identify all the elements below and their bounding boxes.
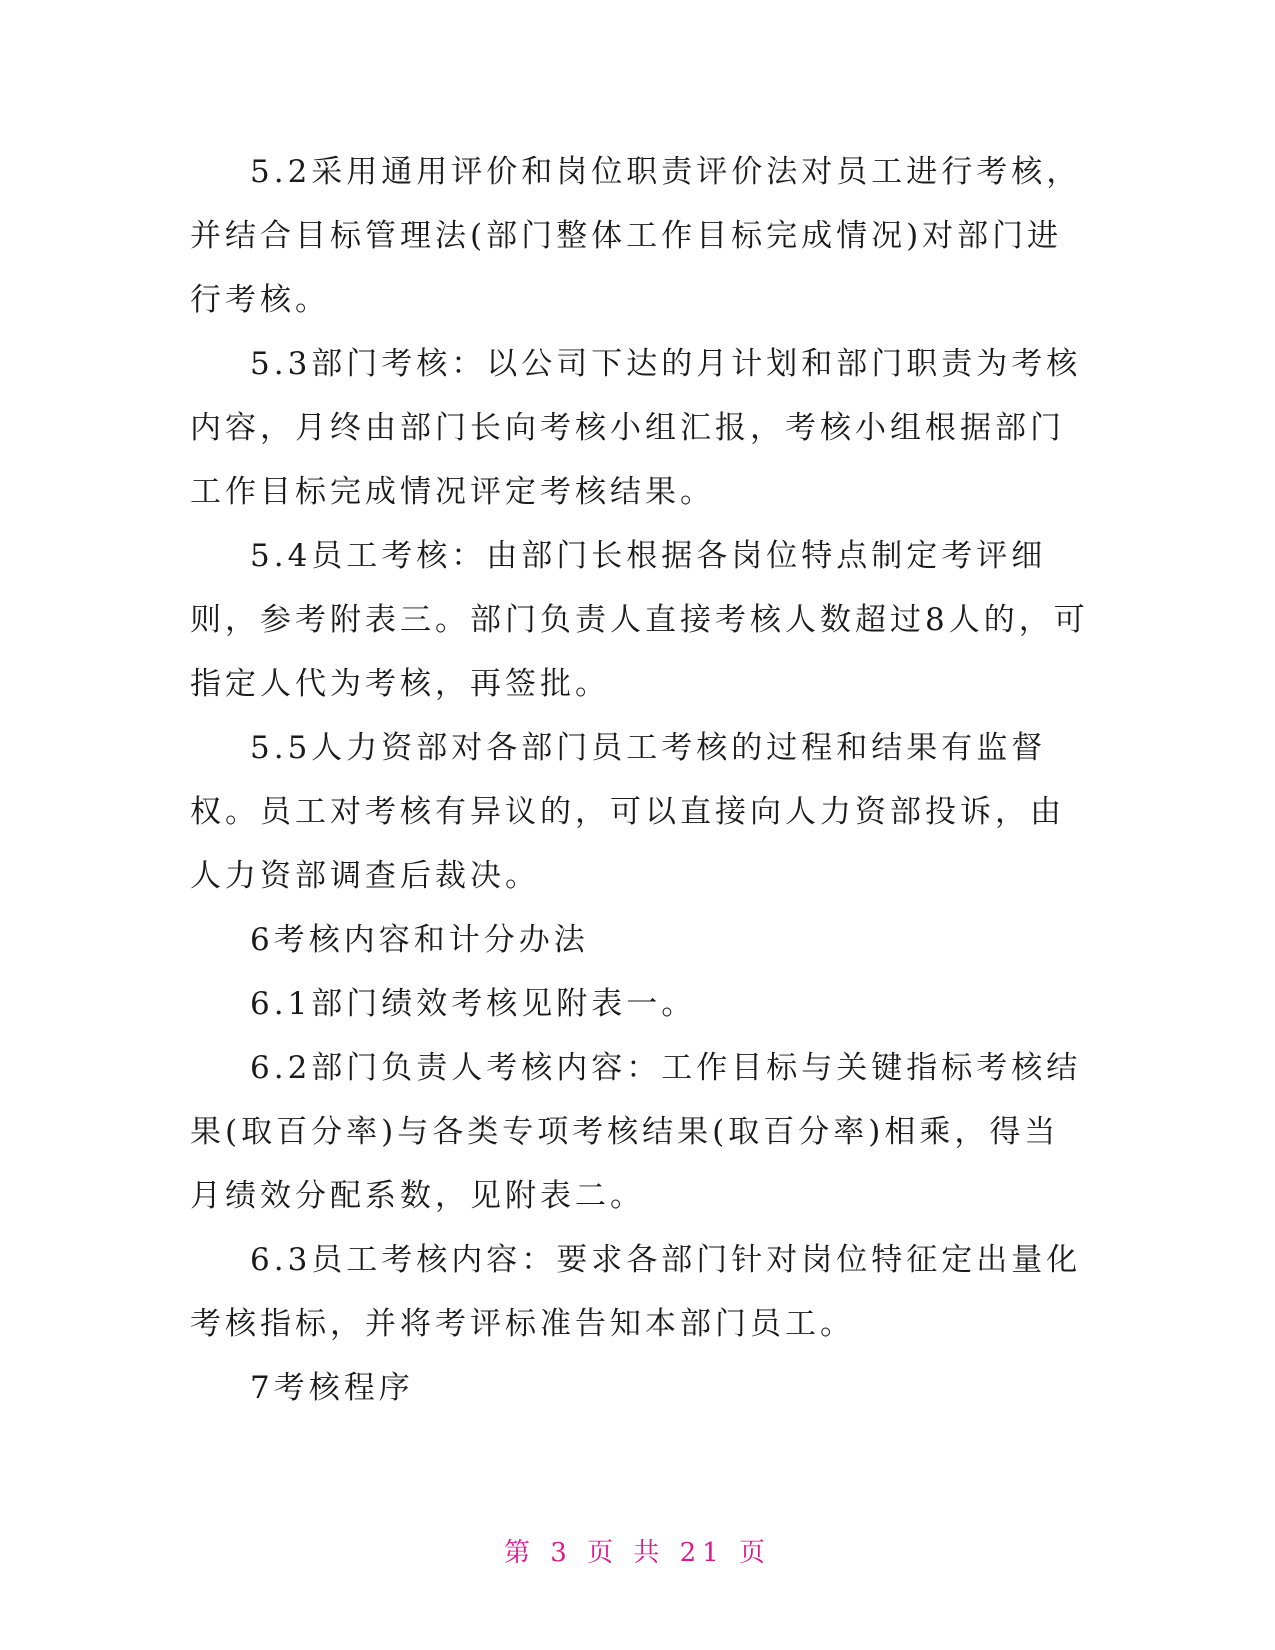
paragraph-5-2: 5.2采用通用评价和岗位职责评价法对员工进行考核，并结合目标管理法(部门整体工作目标完成情况)对部门进行考核。	[190, 154, 1082, 318]
paragraph-5-4: 5.4员工考核：由部门长根据各岗位特点制定考评细则，参考附表三。部门负责人直接考核人数超过8人的，可指定人代为考核，再签批。	[190, 538, 1089, 702]
page-number-footer: 第 3 页 共 21 页	[504, 1538, 771, 1568]
document-body	[190, 140, 1090, 1420]
section-heading-6: 6考核内容和计分办法	[250, 922, 589, 958]
paragraph-6-2: 6.2部门负责人考核内容：工作目标与关键指标考核结果(取百分率)与各类专项考核结果(取百分率)相乘，得当月绩效分配系数，见附表二。	[190, 1050, 1082, 1214]
paragraph-5-5: 5.5人力资部对各部门员工考核的过程和结果有监督权。员工对考核有异议的，可以直接向人力资部投诉，由人力资部调查后裁决。	[190, 730, 1065, 894]
paragraph-6-3: 6.3员工考核内容：要求各部门针对岗位特征定出量化考核指标，并将考评标准告知本部门员工。	[190, 1242, 1082, 1342]
paragraph-6-1: 6.1部门绩效考核见附表一。	[250, 986, 697, 1022]
section-heading-7: 7考核程序	[250, 1370, 414, 1406]
paragraph-5-3: 5.3部门考核：以公司下达的月计划和部门职责为考核内容，月终由部门长向考核小组汇报，考核小组根据部门工作目标完成情况评定考核结果。	[190, 346, 1082, 510]
